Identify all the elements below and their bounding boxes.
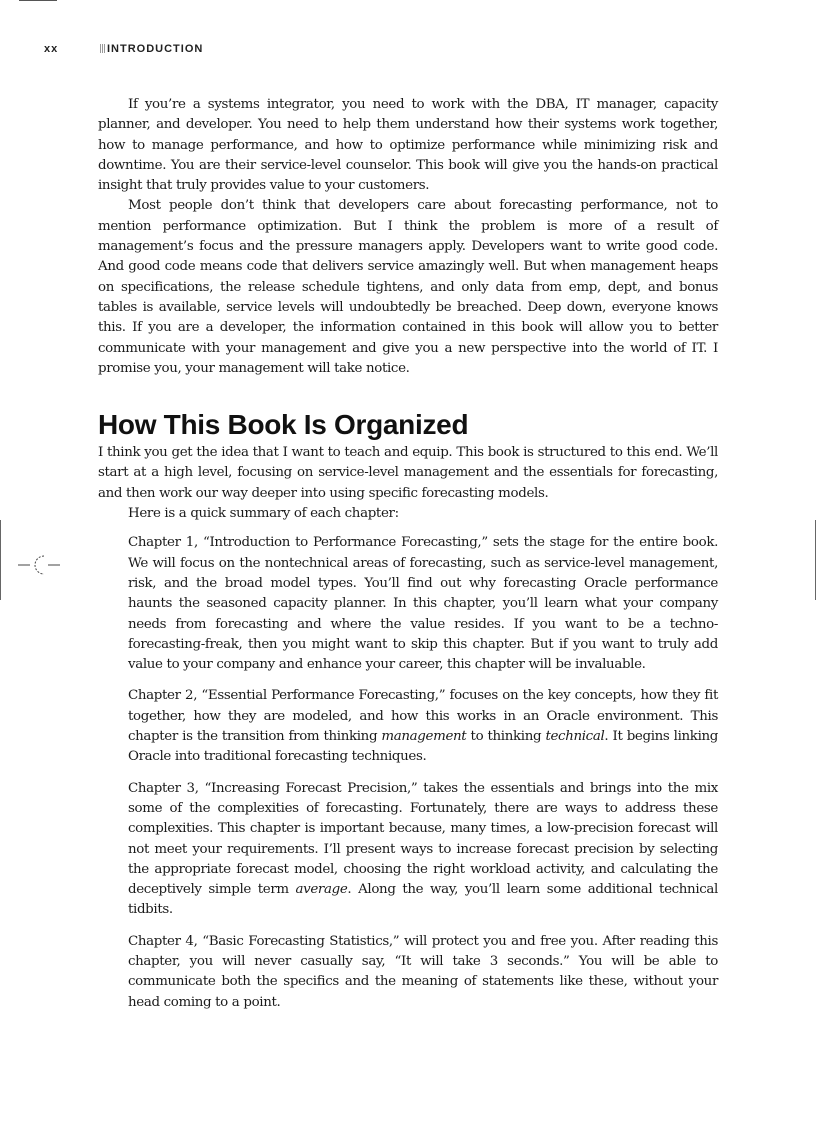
- header-bar-icon: [100, 44, 106, 53]
- crop-mark-left: [0, 520, 1, 600]
- body-paragraph: If you’re a systems integrator, you need to work with the DBA, IT manager, capacity planner, and developer. You need to help them understand how their systems work together, how to manage performance, and how to optimize performance while minimizing risk and downtime. You are their service-level counselor. This book will give you the hands-on practical insight that truly provides value to your customers.: [98, 97, 718, 194]
- chapter-summary-text: [128, 779, 718, 921]
- chapter-1-summary: [128, 533, 718, 675]
- registration-mark-icon: [18, 550, 60, 580]
- page-folio: xx: [44, 43, 59, 55]
- running-title: INTRODUCTION: [107, 43, 204, 55]
- chapter-summary-text: Chapter 4, “Basic Forecasting Statistics,” will protect you and free you. After reading this chapter, you will never casually say, “It will take 3 seconds.” You will be able to communicate both the specifics and the meaning of statements like these, without your head coming to a point.: [128, 933, 718, 1010]
- body-paragraph: Most people don’t think that developers care about forecasting performance, not to mention performance optimization. But I think the problem is more of a result of management’s focus and the pressure managers apply. Developers want to write good code. And good code means code that delivers service amazingly well. But when management heaps on specifications, the release schedule tightens, and only data from emp, dept, and bonus tables is available, service levels will undoubtedly be breached. Deep down, everyone knows this. If you are a developer, the information contained in this book will allow you to better communicate with your management and give you a new perspective into the world of IT. I promise you, your management will take notice.: [98, 198, 718, 376]
- emphasis-term: average: [295, 882, 348, 898]
- chapter-summary-text: [128, 686, 718, 767]
- section-lead-paragraph: I think you get the idea that I want to teach and equip. This book is structured to this end. We’ll start at a high level, focusing on service-level management and the essentials for forecasting, and then work our way deeper into using specific forecasting models.: [98, 445, 718, 501]
- crop-mark-top: [19, 0, 57, 1]
- emphasis-term: management: [381, 729, 467, 745]
- emphasis-term: technical: [545, 729, 605, 745]
- running-header: [44, 43, 203, 55]
- chapter-text-segment: Chapter 3, “Increasing Forecast Precision,” takes the essentials and brings into the mix some of the complexities of forecasting. Fortunately, there are ways to address these complexities. This chapter is important because, many times, a low-precision forecast will not meet your requirements. I’ll present ways to increase forecast precision by selecting the appropriate forecast model, choosing the right workload activity, and calculating the deceptively simple term: [128, 780, 718, 898]
- chapter-text-segment: to thinking: [466, 729, 546, 745]
- section-heading: How This Book Is Organized: [98, 409, 469, 441]
- chapter-text-segment: Chapter 2, “Essential Performance Forecasting,” focuses on the key concepts, how they fit together, how they are modeled, and how this works in an Oracle environment. This chapter is the transition from thinking: [128, 688, 718, 745]
- chapter-2-summary: [128, 686, 718, 767]
- chapter-summary-text: Chapter 1, “Introduction to Performance Forecasting,” sets the stage for the entire book. We will focus on the nontechnical areas of forecasting, such as service-level management, risk, and the broad model types. You’ll find out why forecasting Oracle performance haunts the seasoned capacity planner. In this chapter, you’ll learn what your company needs from forecasting and where the value resides. If you want to be a techno-forecasting-freak, then you might want to skip this chapter. But if you want to truly add value to your company and enhance your career, this chapter will be invaluable.: [128, 535, 718, 673]
- summary-intro: Here is a quick summary of each chapter:: [128, 506, 399, 522]
- chapter-text-segment: . It begins linking Oracle into traditional forecasting techniques.: [128, 729, 719, 765]
- chapter-summary-list: [98, 533, 718, 1013]
- chapter-4-summary: [128, 932, 718, 1013]
- chapter-text-segment: . Along the way, you’ll learn some additional technical tidbits.: [128, 882, 718, 918]
- chapter-3-summary: [128, 779, 718, 921]
- page-body: [98, 95, 718, 1024]
